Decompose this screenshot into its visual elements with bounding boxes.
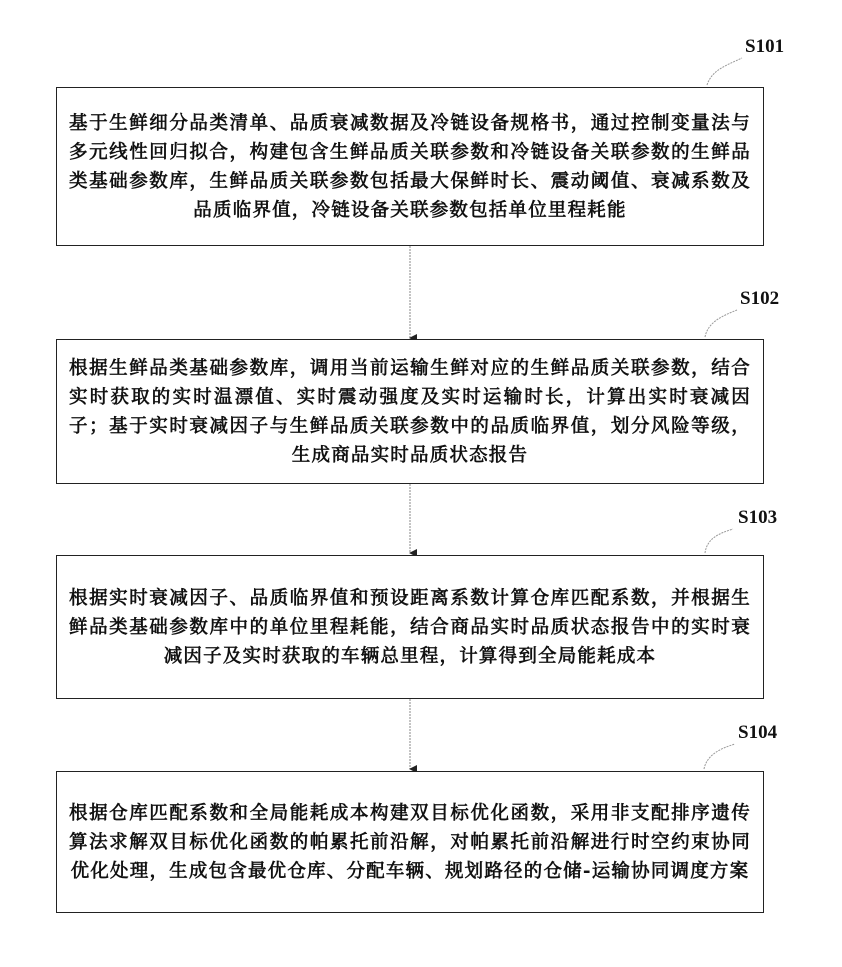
step-text-s103: 根据实时衰减因子、品质临界值和预设距离系数计算仓库匹配系数，并根据生鲜品类基础参数库中的单位里程耗能，结合商品实时品质状态报告中的实时衰减因子及实时获取的车辆总里程，计算得到全局能耗成本	[69, 587, 751, 667]
step-box-s102	[56, 339, 764, 484]
step-box-s103	[56, 555, 764, 699]
step-box-s101	[56, 87, 764, 246]
step-text-s101: 基于生鲜细分品类清单、品质衰减数据及冷链设备规格书，通过控制变量法与多元线性回归拟合，构建包含生鲜品质关联参数和冷链设备关联参数的生鲜品类基础参数库，生鲜品质关联参数包括最大保鲜时长、震动阈值、衰减系数及品质临界值，冷链设备关联参数包括单位里程耗能	[69, 112, 751, 221]
step-label-s104: S104	[738, 722, 778, 743]
step-text-s102: 根据生鲜品类基础参数库，调用当前运输生鲜对应的生鲜品质关联参数，结合实时获取的实时温漂值、实时震动强度及实时运输时长，计算出实时衰减因子；基于实时衰减因子与生鲜品质关联参数中的品质临界值，划分风险等级，生成商品实时品质状态报告	[69, 357, 751, 466]
step-label-s102: S102	[740, 288, 780, 309]
step-label-s103: S103	[738, 507, 778, 528]
leader-line-s102	[705, 310, 737, 337]
step-text-s104: 根据仓库匹配系数和全局能耗成本构建双目标优化函数，采用非支配排序遗传算法求解双目标优化函数的帕累托前沿解，对帕累托前沿解进行时空约束协同优化处理，生成包含最优仓库、分配车辆、规划路径的仓储-运输协同调度方案	[69, 802, 751, 882]
leader-line-s104	[704, 744, 735, 769]
step-box-s104	[56, 771, 764, 913]
step-label-s101: S101	[745, 36, 785, 57]
leader-line-s103	[705, 529, 733, 553]
leader-line-s101	[707, 58, 742, 85]
